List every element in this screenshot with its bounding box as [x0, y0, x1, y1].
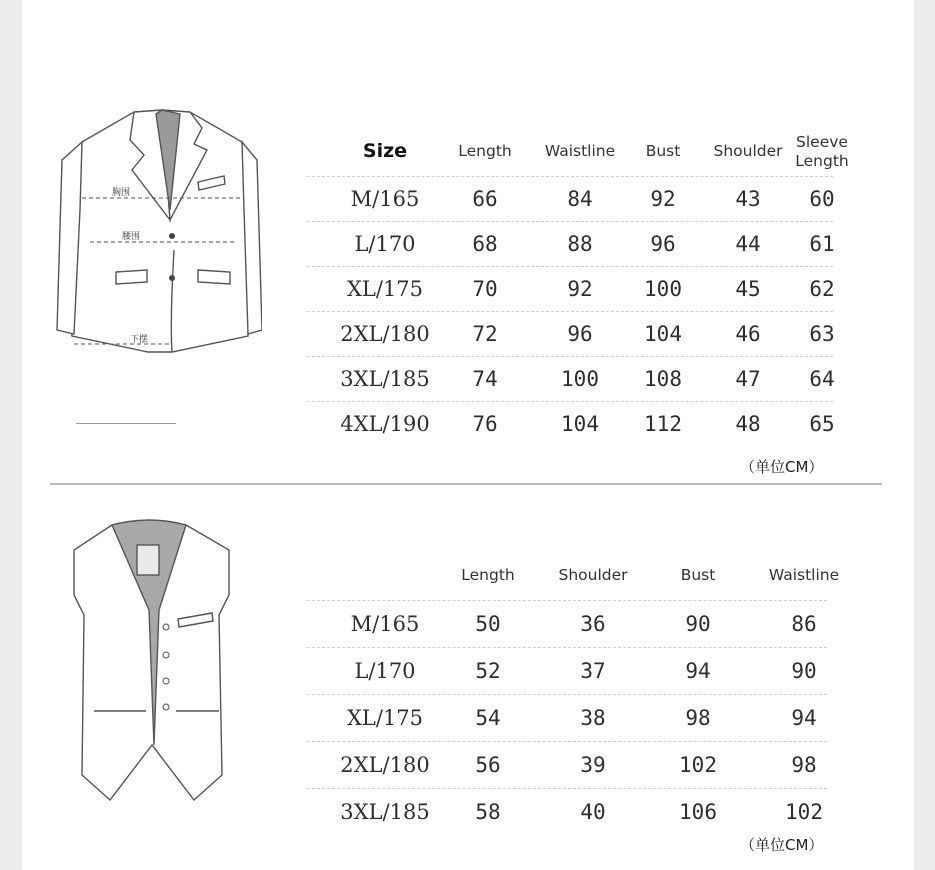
value-cell: 56 [475, 753, 501, 777]
value-cell: 106 [679, 800, 717, 824]
header-cell: Waistline [544, 142, 616, 161]
value-cell: 92 [567, 277, 593, 301]
size-cell: 2XL/180 [340, 322, 430, 346]
table-row [307, 600, 827, 647]
value-cell: 50 [475, 612, 501, 636]
header-cell: Sleeve Length [795, 132, 849, 170]
value-cell: 90 [791, 659, 817, 683]
table-row [307, 221, 833, 266]
value-cell: 37 [580, 659, 606, 683]
value-cell: 46 [735, 322, 761, 346]
header-cell: Waistline [768, 566, 840, 585]
value-cell: 94 [791, 706, 817, 730]
value-cell: 102 [679, 753, 717, 777]
value-cell: 96 [650, 232, 676, 256]
value-cell: 104 [561, 412, 599, 436]
value-cell: 40 [580, 800, 606, 824]
waist-label: 腰围 [122, 232, 141, 242]
value-cell: 52 [475, 659, 501, 683]
value-cell: 68 [472, 232, 498, 256]
value-cell: 64 [809, 367, 835, 391]
value-cell: 36 [580, 612, 606, 636]
jacket-illustration [52, 100, 262, 370]
value-cell: 47 [735, 367, 761, 391]
size-cell: XL/175 [346, 706, 424, 730]
table-row [307, 266, 833, 311]
size-cell: 3XL/185 [340, 367, 430, 391]
value-cell: 72 [472, 322, 498, 346]
value-cell: 62 [809, 277, 835, 301]
value-cell: 76 [472, 412, 498, 436]
value-cell: 92 [650, 187, 676, 211]
header-cell: Shoulder [558, 566, 628, 585]
value-cell: 104 [644, 322, 682, 346]
table-row [307, 176, 833, 221]
table-header [307, 128, 849, 176]
value-cell: 70 [472, 277, 498, 301]
table-row [307, 356, 833, 401]
table-row [307, 401, 833, 446]
value-cell: 63 [809, 322, 835, 346]
value-cell: 39 [580, 753, 606, 777]
value-cell: 45 [735, 277, 761, 301]
hem-label: 下摆 [130, 335, 149, 345]
value-cell: 61 [809, 232, 835, 256]
value-cell: 98 [685, 706, 711, 730]
header-cell: Size [362, 140, 408, 163]
header-cell: Bust [680, 566, 716, 585]
value-cell: 84 [567, 187, 593, 211]
value-cell: 74 [472, 367, 498, 391]
size-cell: 2XL/180 [340, 753, 430, 777]
header-cell [330, 552, 440, 600]
table-row [307, 647, 827, 694]
value-cell: 43 [735, 187, 761, 211]
value-cell: 44 [735, 232, 761, 256]
value-cell: 112 [644, 412, 682, 436]
value-cell: 90 [685, 612, 711, 636]
value-cell: 100 [644, 277, 682, 301]
bust-label: 胸围 [112, 188, 131, 198]
value-cell: 100 [561, 367, 599, 391]
value-cell: 108 [644, 367, 682, 391]
value-cell: 66 [472, 187, 498, 211]
value-cell: 88 [567, 232, 593, 256]
vest-illustration [54, 515, 244, 805]
value-cell: 94 [685, 659, 711, 683]
size-cell: L/170 [354, 232, 416, 256]
value-cell: 60 [809, 187, 835, 211]
size-chart-page [22, 0, 914, 870]
size-cell: 3XL/185 [340, 800, 430, 824]
value-cell: 48 [735, 412, 761, 436]
value-cell: 98 [791, 753, 817, 777]
table-row [307, 741, 827, 788]
value-cell: 86 [791, 612, 817, 636]
table-header [307, 552, 840, 600]
value-cell: 96 [567, 322, 593, 346]
value-cell: 65 [809, 412, 835, 436]
vest-unit-note: （单位CM） [740, 836, 824, 854]
value-cell: 58 [475, 800, 501, 824]
header-cell: Bust [645, 142, 681, 161]
size-cell: M/165 [350, 187, 420, 211]
size-cell: M/165 [350, 612, 420, 636]
value-cell: 38 [580, 706, 606, 730]
jacket-unit-note: （单位CM） [740, 458, 824, 476]
size-cell: XL/175 [346, 277, 424, 301]
table-row [307, 694, 827, 741]
section-divider [50, 483, 882, 485]
header-cell: Shoulder [713, 142, 783, 161]
header-cell: Length [458, 142, 512, 161]
decorative-line [76, 423, 176, 424]
table-row [307, 788, 827, 835]
jacket-size-table [307, 128, 849, 446]
size-cell: 4XL/190 [340, 412, 430, 436]
vest-size-table [307, 552, 840, 835]
header-cell: Length [461, 566, 515, 585]
value-cell: 54 [475, 706, 501, 730]
value-cell: 102 [785, 800, 823, 824]
table-row [307, 311, 833, 356]
size-cell: L/170 [354, 659, 416, 683]
